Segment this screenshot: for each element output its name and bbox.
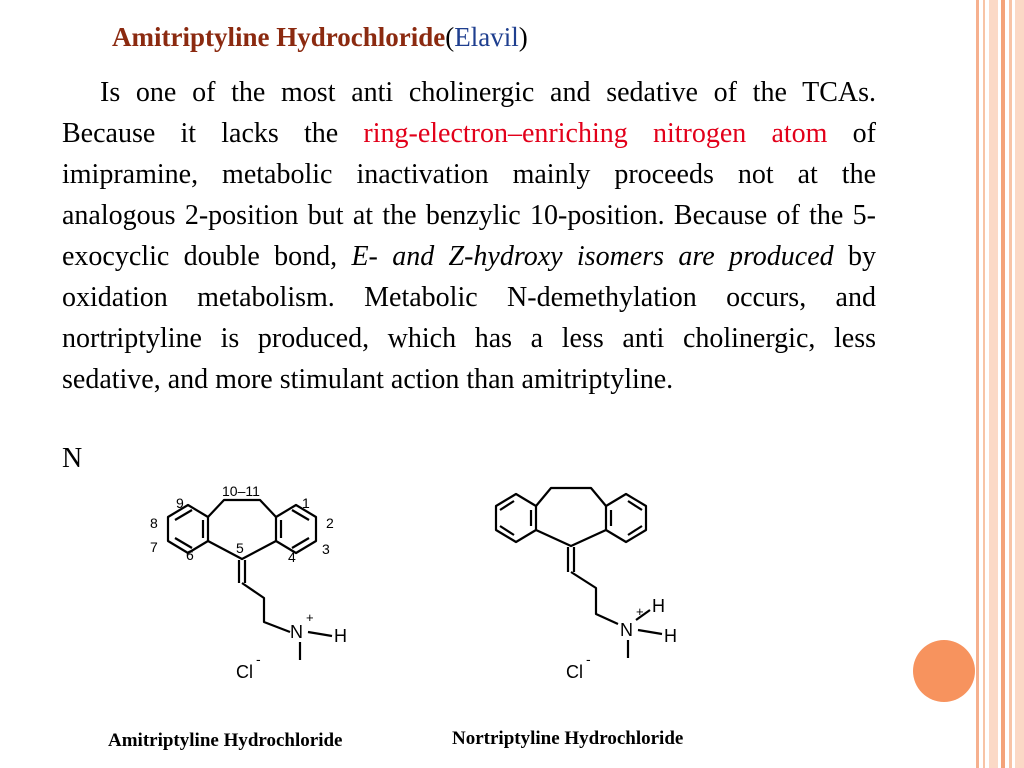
amitriptyline-structure [130, 478, 380, 693]
nortriptyline-structure [470, 478, 690, 693]
hydrogen-label: H [664, 626, 677, 646]
title-close-paren: ) [518, 22, 528, 52]
decorative-rail [976, 0, 979, 768]
hydrogen-label: H [652, 596, 665, 616]
caption-amitriptyline: Amitriptyline Hydrochloride [108, 730, 343, 751]
charge-plus: + [636, 604, 644, 619]
chloride-label: Cl [566, 662, 583, 682]
paragraph-text: by oxidation metabolism. Metabolic N-demethylation occurs, and nortriptyline is produced, which has a less anti cholinergic, less sedative, and more stimulant action than amitriptyline. [62, 241, 876, 395]
slide-title [112, 22, 528, 53]
title-brand-name: Elavil [454, 22, 519, 52]
accent-circle [913, 640, 975, 702]
title-drug-name: Amitriptyline Hydrochloride [112, 22, 446, 52]
label-3: 3 [322, 541, 330, 557]
label-7: 7 [150, 539, 158, 555]
charge-minus: - [256, 651, 261, 667]
label-4: 4 [288, 549, 296, 565]
charge-plus: + [306, 610, 314, 625]
decorative-rail [1009, 0, 1012, 768]
paragraph-text: of imipramine, metabolic inactivation mainly proceeds not at the analogous 2-position but at the benzylic 10-position. Because of the 5- exocyclic double bond, [62, 118, 876, 272]
paragraph-italic: E- and Z-hydroxy isomers are produced [351, 241, 834, 272]
chloride-label: Cl [236, 662, 253, 682]
label-10-11: 10–11 [222, 483, 260, 499]
decorative-rail [1015, 0, 1024, 768]
label-6: 6 [186, 547, 194, 563]
decorative-rail [989, 0, 998, 768]
paragraph-highlight: ring-electron–enriching nitrogen atom [363, 118, 828, 149]
title-open-paren: ( [445, 22, 455, 52]
label-8: 8 [150, 515, 158, 531]
label-1: 1 [302, 495, 310, 511]
nitrogen-label: N [620, 620, 633, 640]
hydrogen-label: H [334, 626, 347, 646]
caption-nortriptyline: Nortriptyline Hydrochloride [452, 728, 684, 749]
body-paragraph [62, 72, 876, 400]
label-9: 9 [176, 495, 184, 511]
clipped-text: N [62, 443, 83, 474]
charge-minus: - [586, 651, 591, 667]
nitrogen-label: N [290, 622, 303, 642]
decorative-rail [1001, 0, 1005, 768]
paragraph-text: Is one of the most anti cholinergic and sedative of the TCAs. Because it lacks the [62, 77, 876, 149]
label-5: 5 [236, 540, 244, 556]
label-2: 2 [326, 515, 334, 531]
decorative-rail [983, 0, 985, 768]
